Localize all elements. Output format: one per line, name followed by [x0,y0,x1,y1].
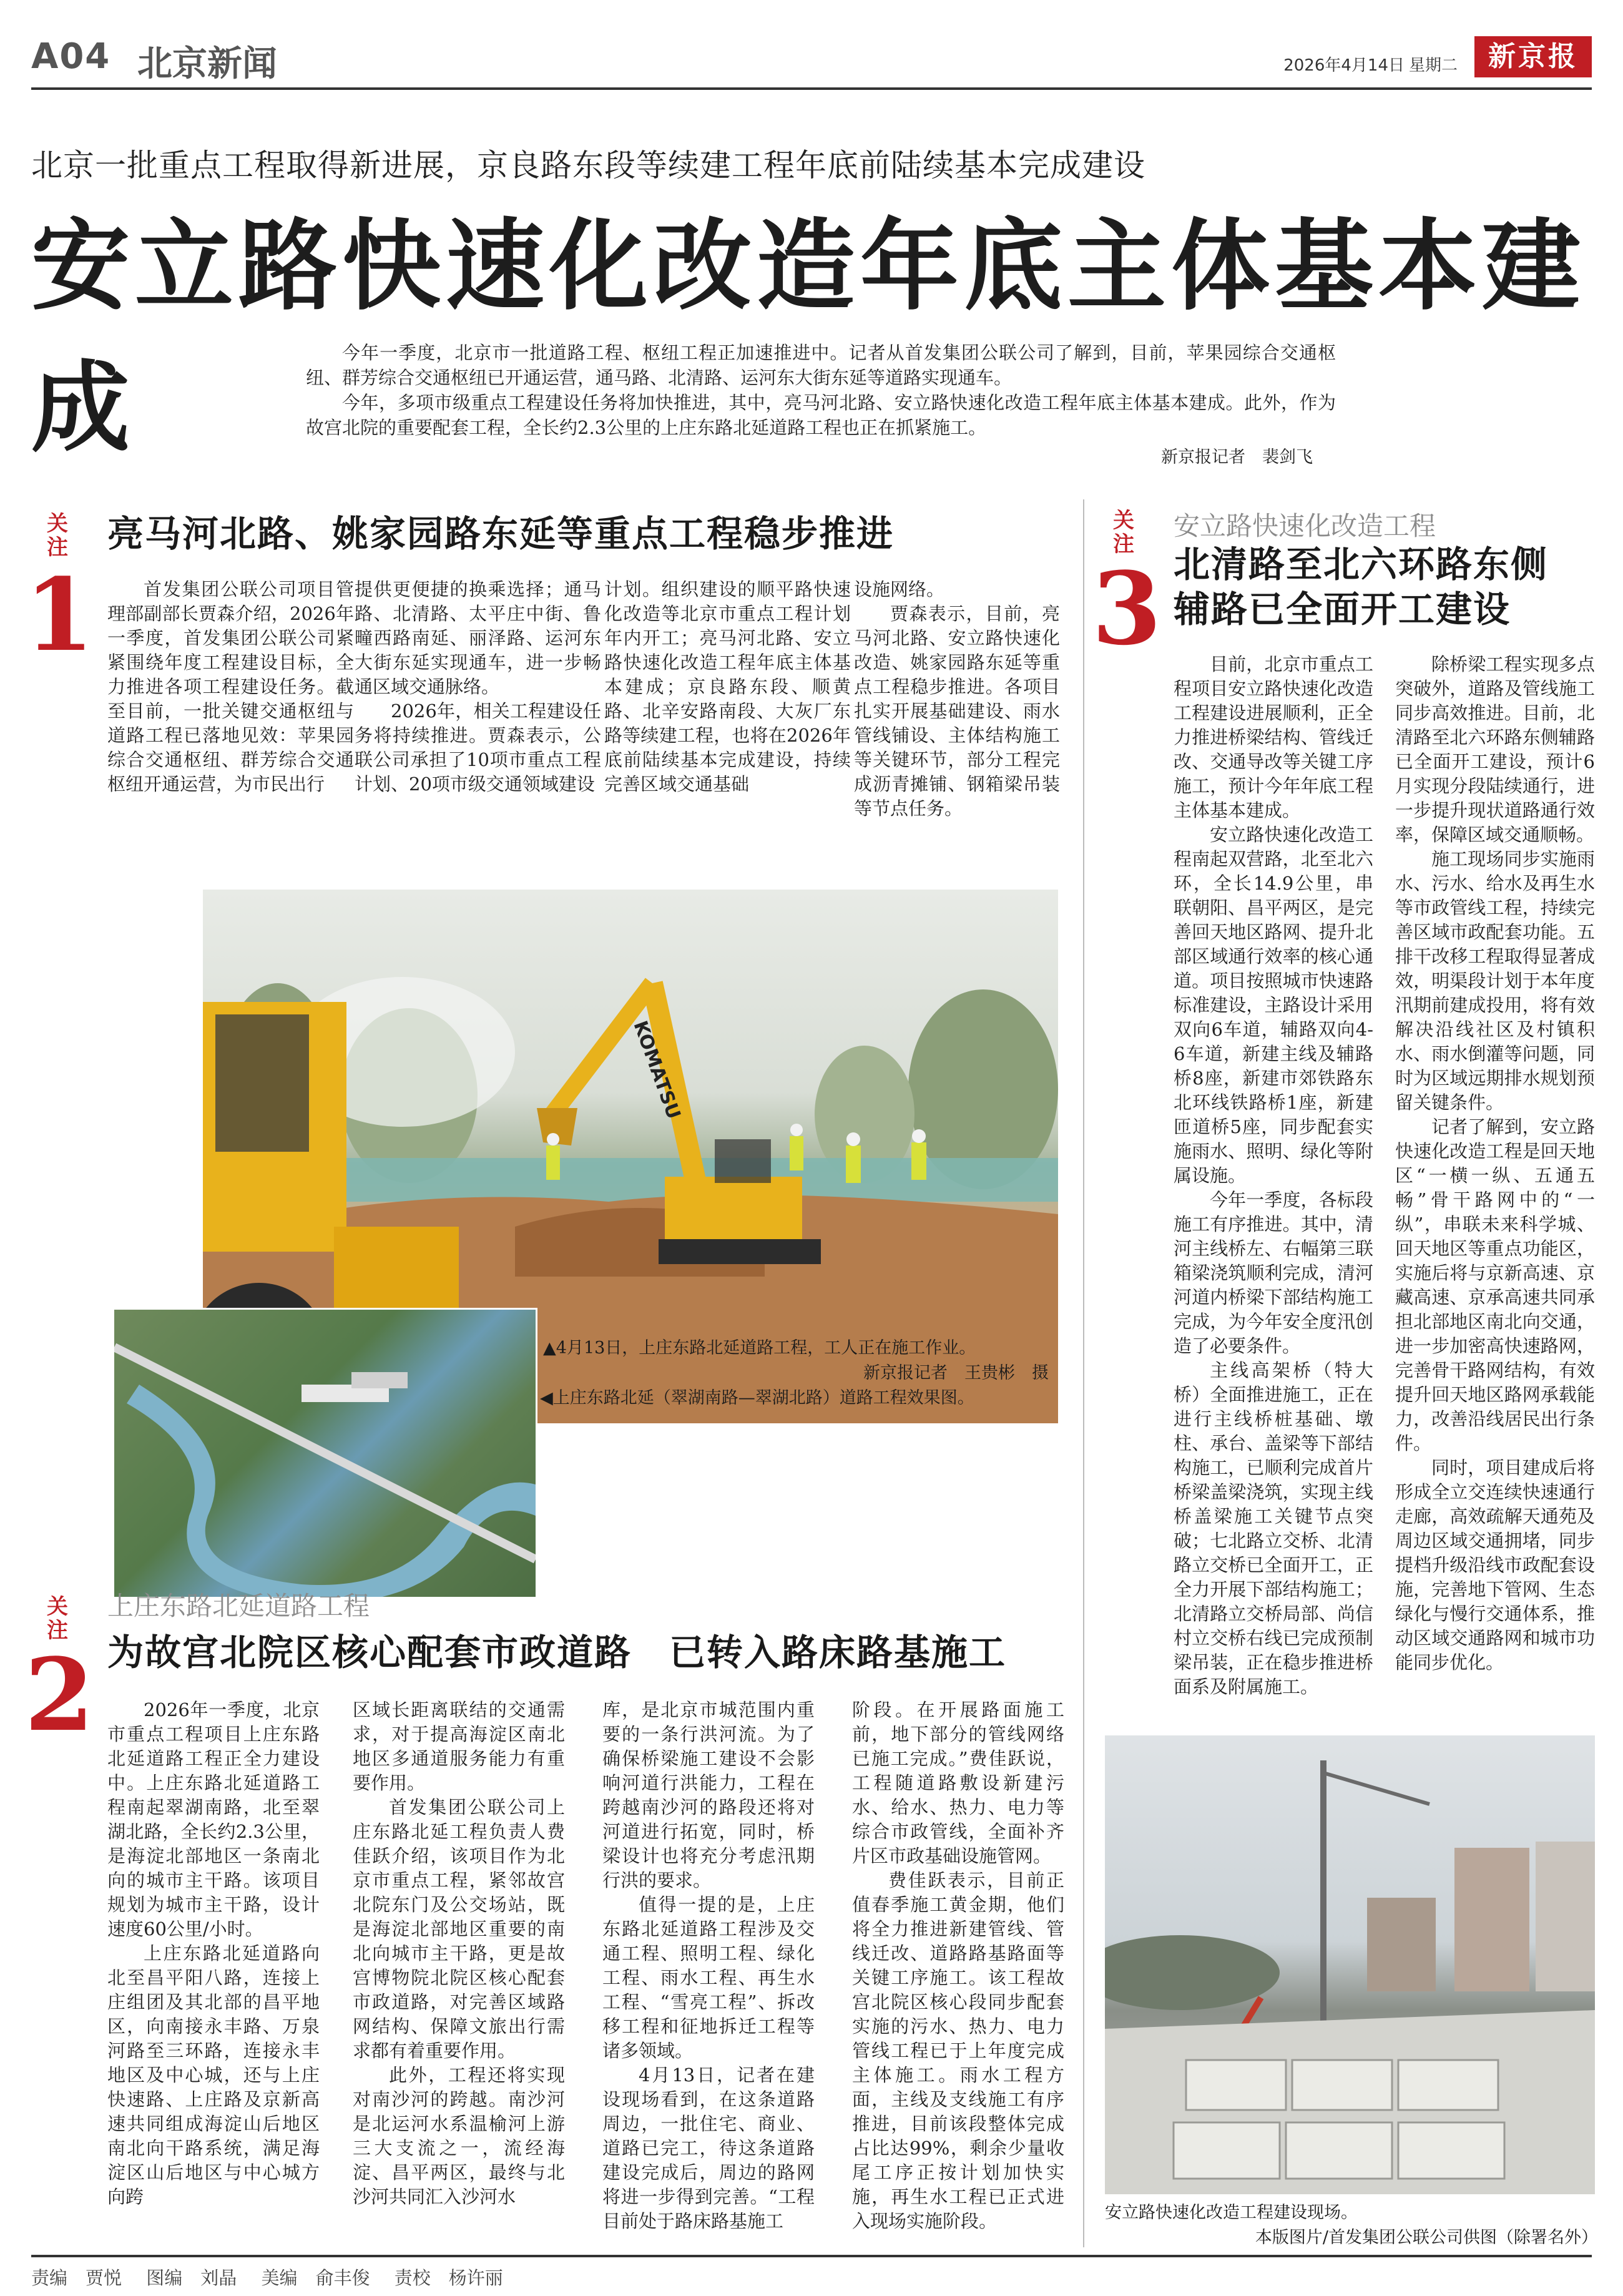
focus-number-1: 1 [24,556,94,674]
paragraph: 除桥梁工程实现多点突破外，道路及管线施工同步高效推进。目前，北清路至北六环路东侧辅路已全面开工建设，预计6月实现分段陆续通行，进一步提升现状道路通行效率，保障区域交通顺畅。 [1395,654,1595,845]
focus-label-text: 关注 [47,1594,68,1643]
focus-number-3: 3 [1092,550,1162,667]
focus-label-1 [39,512,76,559]
paragraph: 今年一季度，各标段施工有序推进。其中，清河主线桥左、右幅第三联箱梁浇筑顺利完成，清河河道内桥梁下部结构施工完成，为今年安全度汛创造了必要条件。 [1174,1189,1373,1357]
site-photo-caption: 安立路快速化改造工程建设现场。 [1105,2203,1358,2222]
section-name: 北京新闻 [137,44,277,84]
section-3-column-2 [1395,652,1595,1675]
lead-paragraphs [306,340,1336,440]
paragraph: 库，是北京市城范围内重要的一条行洪河流。为了确保桥梁施工建设不会影响河道行洪能力，工程在跨越南沙河的路段还将对河道进行拓宽，同时，桥梁设计也将充分考虑汛期行洪的要求。 [602,1699,815,1891]
paragraph: 2026年，相关工程建设任务将持续推进。贾森表示，公联公司承担了10项市重点工程计划、20项市级交通领域建设 [355,700,601,795]
site-illustration [1105,1735,1595,2194]
site-photo-caption-block [1105,2200,1598,2250]
focus-label-text: 关注 [1113,508,1134,557]
paragraph: 首发集团公联公司上庄东路北延工程负责人费佳跃介绍，该项目作为北京市重点工程，紧邻故宫北院东门及公交场站，既是海淀北部地区重要的南北向城市主干路，更是故宫博物院北院区核心配套市政道路，对完善区域路网结构、保障文旅出行需求都有着重要作用。 [353,1797,565,2061]
lead-byline: 新京报记者 裴剑飞 [1161,448,1313,467]
section-3-column-1 [1174,652,1373,1699]
paper-logo: 新京报 [1474,36,1592,77]
section-1-title: 亮马河北路、姚家园路东延等重点工程稳步推进 [107,513,895,555]
section-2-column-1 [107,1698,320,2209]
issue-date: 2026年4月14日 [1283,56,1405,75]
section-code: A04 [31,36,111,77]
focus-label-2 [39,1595,76,1642]
paragraph: 目前，北京市重点工程项目安立路快速化改造工程建设进展顺利，正全力推进桥梁结构、管线迁改、交通导改等关键工序施工，预计今年年底工程主体基本建成。 [1174,654,1373,821]
footer-graphics-editor: 图编 刘晶 [146,2267,237,2289]
section-2-column-2 [353,1698,565,2209]
paragraph: 上庄东路北延道路向北至昌平阳八路，连接上庄组团及其北部的昌平地区，向南接永丰路、万泉河路至三环路，连接永丰地区及中心城，还与上庄快速路、上庄路及京新高速共同组成海淀山后地区南北向干路系统，满足海淀区山后地区与中心城方向跨 [107,1943,320,2207]
lead-paragraph-2: 今年，多项市级重点工程建设任务将加快推进，其中，亮马河北路、安立路快速化改造工程年底主体基本建成。此外，作为故宫北院的重要配套工程，全长约2.3公里的上庄东路北延道路工程也正在抓紧施工。 [306,392,1336,438]
section-1-column-1 [107,577,354,797]
paragraph: 区域长距离联结的交通需求，对于提高海淀区南北地区多通道服务能力有重要作用。 [353,1699,565,1793]
page-footer [31,2264,522,2290]
footer-rule [31,2255,1592,2257]
section-2-column-4 [852,1698,1064,2234]
paragraph: 此外，工程还将实现对南沙河的跨越。南沙河是北运河水系温榆河上游三大支流之一，流经海淀、昌平两区，最终与北沙河共同汇入沙河水 [353,2064,565,2207]
main-photo-caption-text: ▲4月13日，上庄东路北延道路工程，工人正在施工作业。 [543,1338,976,1358]
paragraph: 4月13日，记者在建设现场看到，在这条道路周边，一批住宅、商业、道路已完工，待这条道路建设完成后，周边的路网将进一步得到完善。“工程目前处于路床路基施工 [602,2064,815,2232]
render-caption: ◀上庄东路北延（翠湖南路—翠湖北路）道路工程效果图。 [540,1388,974,1408]
footer-proofreader: 责校 杨许丽 [394,2267,503,2289]
section-3-title-line-2: 辅路已全面开工建设 [1174,588,1511,630]
main-photo-credit: 新京报记者 王贵彬 摄 [863,1363,1049,1383]
paragraph: 同时，项目建成后将形成全立交连续快速通行走廊，高效疏解天通苑及周边区域交通拥堵，同步提档升级沿线市政配套设施，完善地下管网、生态绿化与慢行交通体系，推动区域交通路网和城市功能同步优化。 [1395,1457,1595,1673]
section-3-subtitle: 安立路快速化改造工程 [1174,511,1436,541]
paragraph: 阶段。在开展路面施工前，地下部分的管线网络已施工完成。”费佳跃说，工程随道路敷设新建污水、给水、热力、电力等综合市政管线，全面补齐片区市政基础设施管网。 [852,1699,1064,1867]
main-photo-caption [543,1336,1055,1386]
section-2-subtitle: 上庄东路北延道路工程 [107,1591,370,1621]
anli-road-site-photo [1105,1735,1595,2194]
paragraph: 提供更便捷的换乘选择；通马路、北清路、太平庄中街、鲁疃西路南延、丽泽路、运河东大街东延实现通车，进一步畅通区域交通脉络。 [355,579,601,697]
section-3-title [1174,542,1548,632]
paragraph: 值得一提的是，上庄东路北延道路工程涉及交通工程、照明工程、绿化工程、雨水工程、再生水工程、“雪亮工程”、拆改移工程和征地拆迁工程等诸多领域。 [602,1894,815,2061]
footer-designer: 美编 俞丰俊 [261,2267,370,2289]
section-2-column-3 [602,1698,815,2234]
paragraph: 费佳跃表示，目前正值春季施工黄金期，他们将全力推进新建管线、管线迁改、道路路基路面等关键工序施工。该工程故宫北院区核心段同步配套实施的污水、热力、电力管线工程已于上年度完成主体施工。雨水工程方面，主线及支线施工有序推进，目前该段整体完成占比达99%，剩余少量收尾工序正按计划加快实施，再生水工程已正式进入现场实施阶段。 [852,1870,1064,2232]
section-2-title: 为故宫北院区核心配套市政道路 已转入路床路基施工 [107,1631,1007,1674]
section-3-title-line-1: 北清路至北六环路东侧 [1174,543,1549,586]
header-rule [31,87,1592,90]
lead-paragraph-1: 今年一季度，北京市一批道路工程、枢纽工程正加速推进中。记者从首发集团公联公司了解到，目前，苹果园综合交通枢纽、群芳综合交通枢纽已开通运营，通马路、北清路、运河东大街东延等道路实现通车。 [306,342,1336,388]
site-photo-credit: 本版图片/首发集团公联公司供图（除署名外） [1255,2228,1598,2247]
rendering-illustration [114,1310,536,1597]
paragraph: 2026年一季度，北京市重点工程项目上庄东路北延道路工程正全力建设中。上庄东路北延道路工程南起翠湖南路，北至翠湖北路，全长约2.3公里，是海淀北部地区一条南北向的城市主干路。该项目规划为城市主干路，设计速度60公里/小时。 [107,1699,320,1940]
paragraph: 记者了解到，安立路快速化改造工程是回天地区“一横一纵、五通五畅”骨干路网中的“一纵”，串联未来科学城、回天地区等重点功能区，实施后将与京新高速、京藏高速、京承高速共同承担北部地区南北向交通，进一步加密高快速路网，完善骨干路网结构，有效提升回天地区路网承载能力，改善沿线居民出行条件。 [1395,1116,1595,1454]
main-headline: 安立路快速化改造年底主体基本建成 [31,209,1586,466]
kicker-headline: 北京一批重点工程取得新进展，京良路东段等续建工程年底前陆续基本完成建设 [31,147,1145,184]
excavator-brand-text: KOMATSU [629,1018,685,1122]
column-divider [1083,499,1084,2247]
road-rendering-image [112,1308,537,1599]
paragraph: 设施网络。 [854,579,945,600]
paragraph: 安立路快速化改造工程南起双营路，北至北六环，全长14.9公里，串联朝阳、昌平两区，是完善回天地区路网、提升北部区域通行效率的核心通道。项目按照城市快速路标准建设，主路设计采用双向6车道，辅路双向4-6车道，新建主线及辅路桥8座，新建市郊铁路东北环线铁路桥1座，新建匝道桥5座，同步配套实施雨水、照明、绿化等附属设施。 [1174,824,1373,1186]
paragraph: 首发集团公联公司项目管理部副部长贾森介绍，2026年一季度，首发集团公联公司紧紧围绕年度工程建设目标，全力推进各项工程建设任务。截至目前，一批关键交通枢纽与道路工程已落地见效：苹果园综合交通枢纽、群芳综合交通枢纽开通运营，为市民出行 [107,579,354,795]
footer-editor: 责编 贾悦 [31,2267,122,2289]
section-1-column-2 [355,577,601,797]
focus-number-2: 2 [24,1636,94,1754]
section-1-column-4 [854,577,1060,821]
issue-weekday: 星期二 [1408,56,1458,75]
page-header [31,31,1592,87]
focus-label-3 [1105,509,1142,556]
section-1-column-3 [604,577,851,797]
paragraph: 贾森表示，目前，亮马河北路、安立路快速化改造、姚家园路东延等重点工程稳步推进。各项目扎实开展基础建设、雨水管线铺设、主体结构施工等关键环节，部分工程完成沥青摊铺、钢箱梁吊装等节点任务。 [854,603,1060,819]
focus-label-text: 关注 [47,511,68,560]
paragraph: 施工现场同步实施雨水、污水、给水及再生水等市政管线工程，持续完善区域市政配套功能。五排干改移工程取得显著成效，明渠段计划于本年度汛期前建成投用，将有效解决沿线社区及村镇积水、雨水倒灌等问题，同时为区域远期排水规划预留关键条件。 [1395,848,1595,1113]
paragraph: 主线高架桥（特大桥）全面推进施工，正在进行主线桥桩基础、墩柱、承台、盖梁等下部结构施工，已顺利完成首片桥梁盖梁浇筑，实现主线桥盖梁施工关键节点突破；七北路立交桥、北清路立交桥已全面开工，正全力开展下部结构施工；北清路立交桥局部、尚信村立交桥右线已完成预制梁吊装，正在稳步推进桥面系及附属施工。 [1174,1360,1373,1697]
paragraph: 计划。组织建设的顺平路快速化改造等北京市重点工程计划年内开工；亮马河北路、安立路快速化改造工程年底主体基本建成；京良路东段、顺黄路、北辛安路南段、大灰厂东路等续建工程，也将在2026年底前陆续基本完成建设，持续完善区域交通基础 [604,579,851,795]
